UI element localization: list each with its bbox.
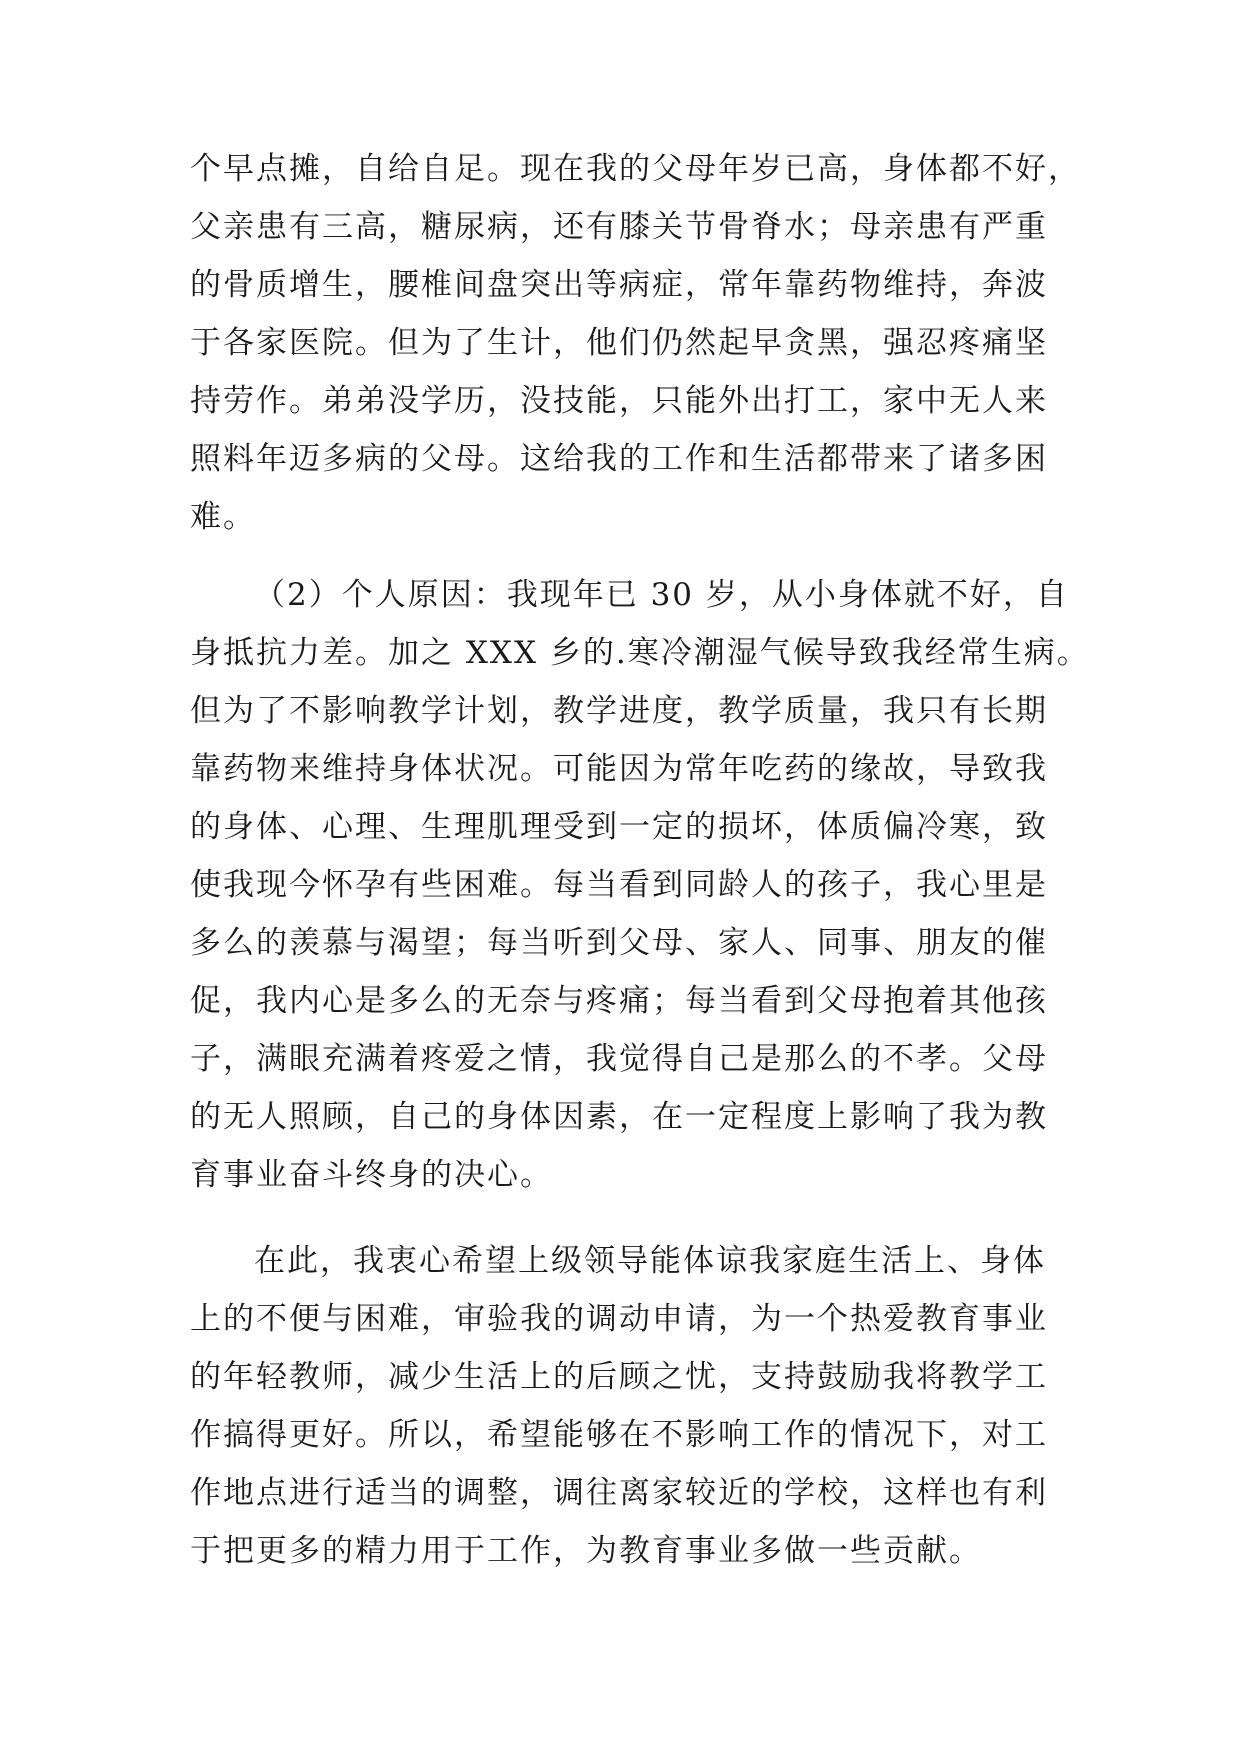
text-line: 父亲患有三高，糖尿病，还有膝关节骨脊水；母亲患有严重	[190, 209, 1048, 245]
text-line: 照料年迈多病的父母。这给我的工作和生活都带来了诸多困	[190, 441, 1048, 477]
text-line: 的身体、心理、生理肌理受到一定的损坏，体质偏冷寒，致	[190, 809, 1048, 845]
text-line: 于把更多的精力用于工作，为教育事业多做一些贡献。	[190, 1533, 982, 1569]
text-line: 作地点进行适当的调整，调往离家较近的学校，这样也有利	[190, 1475, 1048, 1511]
text-line: 子，满眼充满着疼爱之情，我觉得自己是那么的不孝。父母	[190, 1041, 1048, 1077]
text-line: 个早点摊，自给自足。现在我的父母年岁已高，身体都不好，	[190, 151, 1081, 187]
text-line: 上的不便与困难，审验我的调动申请，为一个热爱教育事业	[190, 1301, 1048, 1337]
text-line: 于各家医院。但为了生计，他们仍然起早贪黑，强忍疼痛坚	[190, 325, 1048, 361]
text-line: 育事业奋斗终身的决心。	[190, 1157, 553, 1193]
text-line: 作搞得更好。所以，希望能够在不影响工作的情况下，对工	[190, 1417, 1048, 1453]
text-line: 的骨质增生，腰椎间盘突出等病症，常年靠药物维持，奔波	[190, 267, 1048, 303]
text-line: 靠药物来维持身体状况。可能因为常年吃药的缘故，导致我	[190, 751, 1048, 787]
text-line: （2）个人原因：我现年已 30 岁，从小身体就不好，自	[254, 577, 1069, 613]
text-line: 持劳作。弟弟没学历，没技能，只能外出打工，家中无人来	[190, 383, 1048, 419]
text-line: 难。	[190, 499, 256, 535]
paragraph-request	[190, 1232, 1070, 1580]
paragraph-personal-reasons	[190, 566, 1090, 1204]
text-line: 身抵抗力差。加之 XXX 乡的.寒冷潮湿气候导致我经常生病。	[190, 635, 1090, 671]
paragraph-family-situation	[190, 140, 1081, 546]
text-line: 促，我内心是多么的无奈与疼痛；每当看到父母抱着其他孩	[190, 983, 1048, 1019]
text-line: 在此，我衷心希望上级领导能体谅我家庭生活上、身体	[254, 1243, 1046, 1279]
text-line: 的年轻教师，减少生活上的后顾之忧，支持鼓励我将教学工	[190, 1359, 1048, 1395]
text-line: 的无人照顾，自己的身体因素，在一定程度上影响了我为教	[190, 1099, 1048, 1135]
text-line: 但为了不影响教学计划，教学进度，教学质量，我只有长期	[190, 693, 1048, 729]
text-line: 使我现今怀孕有些困难。每当看到同龄人的孩子，我心里是	[190, 867, 1048, 903]
text-line: 多么的羡慕与渴望；每当听到父母、家人、同事、朋友的催	[190, 925, 1048, 961]
